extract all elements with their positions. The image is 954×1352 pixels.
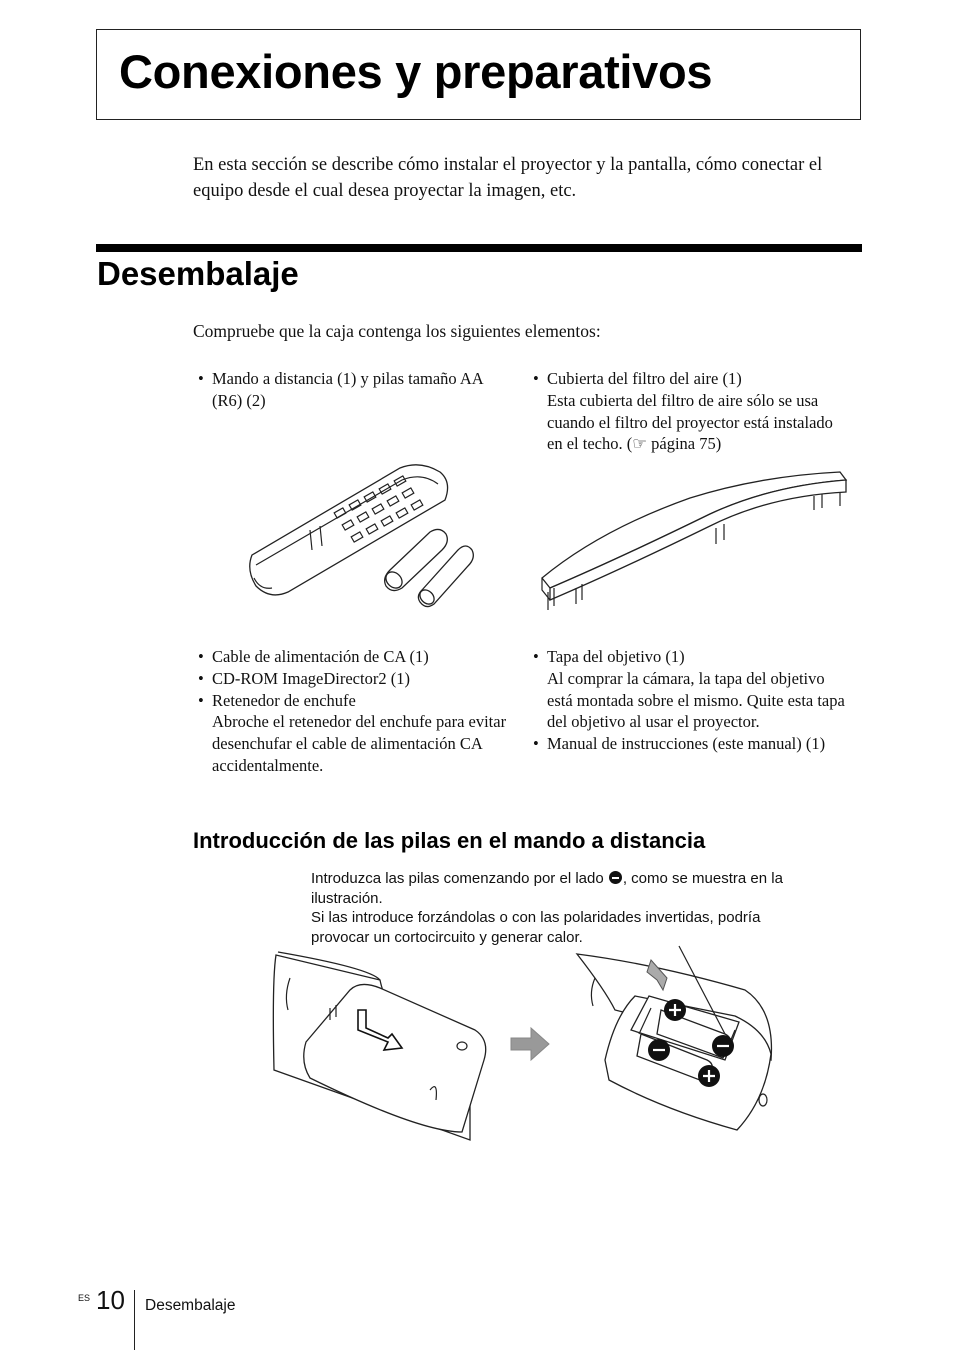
item-detail: Esta cubierta del filtro de aire sólo se usa cuando el filtro del proyector está instalado en el techo. (☞ página 75) bbox=[547, 390, 833, 454]
item-text: Cable de alimentación de CA (1) bbox=[212, 647, 429, 666]
minus-icon bbox=[648, 1039, 670, 1061]
battery-note bbox=[311, 869, 811, 947]
list-item bbox=[198, 368, 508, 412]
footer-divider bbox=[134, 1290, 135, 1350]
item-detail: Al comprar la cámara, la tapa del objetivo está montada sobre el mismo. Quite esta tapa del objetivo al usar el proyector. bbox=[547, 668, 845, 732]
footer-section: Desembalaje bbox=[145, 1297, 236, 1314]
section-heading: Desembalaje bbox=[97, 255, 299, 292]
item-text: Retenedor de enchufe bbox=[212, 690, 356, 710]
list-item bbox=[198, 668, 516, 690]
item-detail: Abroche el retenedor del enchufe para evitar desenchufar el cable de alimentación CA accidentalmente. bbox=[212, 712, 507, 775]
item-text: CD-ROM ImageDirector2 (1) bbox=[212, 668, 410, 688]
battery-cover-illustration bbox=[270, 950, 490, 1150]
item-list-bottom-right bbox=[533, 646, 853, 755]
battery-heading: Introducción de las pilas en el mando a distancia bbox=[193, 828, 706, 853]
minus-icon bbox=[712, 1035, 734, 1057]
item-list-top-right bbox=[533, 368, 851, 455]
battery-compartment-illustration bbox=[575, 950, 785, 1140]
footer-language: ES bbox=[78, 1293, 91, 1303]
arrow-right-icon bbox=[511, 1028, 551, 1060]
air-filter-cover-illustration bbox=[540, 470, 850, 620]
list-item bbox=[198, 646, 516, 668]
check-text: Compruebe que la caja contenga los siguientes elementos: bbox=[193, 321, 601, 341]
list-item bbox=[533, 646, 853, 733]
item-list-bottom-left bbox=[198, 646, 516, 777]
list-item bbox=[533, 733, 853, 755]
minus-icon bbox=[609, 871, 622, 884]
note-text: , como se muestra en la ilustración. bbox=[311, 870, 783, 907]
item-text: Tapa del objetivo (1) bbox=[547, 647, 685, 666]
section-rule bbox=[96, 244, 862, 252]
note-text: Si las introduce forzándolas o con las polaridades invertidas, podría provocar un cortocircuito y generar calor. bbox=[311, 909, 761, 946]
note-text: Introduzca las pilas comenzando por el lado bbox=[311, 870, 608, 887]
list-item bbox=[198, 690, 516, 777]
item-list-top-left bbox=[198, 368, 508, 412]
title-box bbox=[96, 29, 861, 120]
intro-paragraph: En esta sección se describe cómo instalar el proyector y la pantalla, cómo conectar el equipo desde el cual desea proyectar la imagen, etc. bbox=[193, 155, 823, 201]
remote-control-illustration bbox=[240, 460, 480, 600]
list-item bbox=[533, 368, 851, 455]
plus-icon bbox=[698, 1065, 720, 1087]
page-number: 10 bbox=[96, 1285, 125, 1315]
page-title: Conexiones y preparativos bbox=[119, 45, 713, 98]
plus-icon bbox=[664, 999, 686, 1021]
item-text: Cubierta del filtro del aire (1) bbox=[547, 369, 742, 388]
item-text: Manual de instrucciones (este manual) (1) bbox=[547, 734, 826, 754]
item-text: Mando a distancia (1) y pilas tamaño AA (R6) (2) bbox=[212, 369, 483, 410]
